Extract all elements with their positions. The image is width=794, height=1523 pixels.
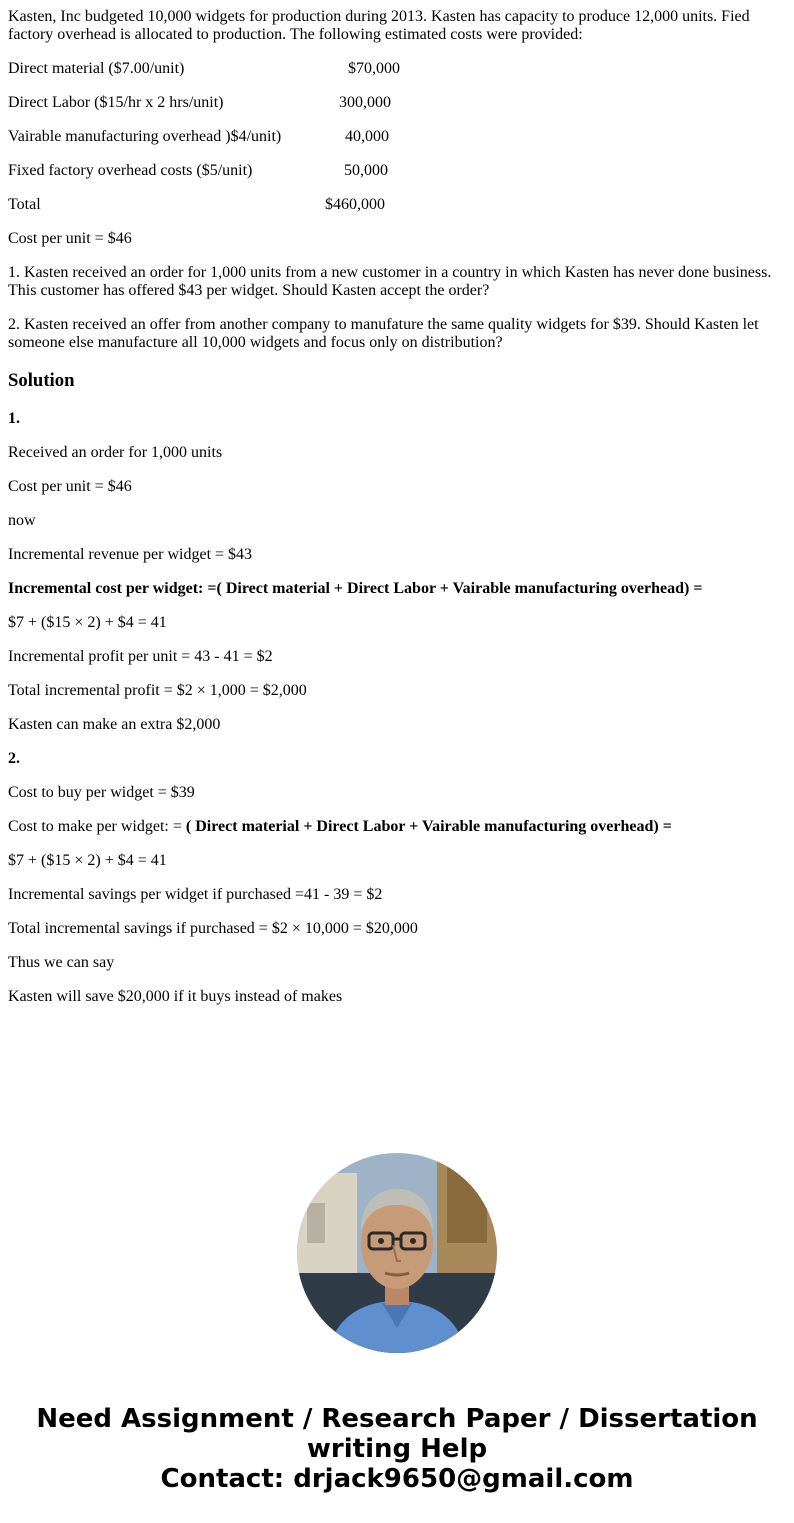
problem-cost-per-unit: Cost per unit = $46 [8, 230, 132, 247]
cost-row-direct-labor [8, 94, 786, 112]
part-1-number: 1. [8, 410, 20, 427]
part-1-profit-per-unit: Incremental profit per unit = 43 - 41 = $2 [8, 648, 273, 665]
question-1: 1. Kasten received an order for 1,000 units from a new customer in a country in which Kasten has never done business. This customer has offered $43 per widget. Should Kasten accept the order? [8, 264, 772, 299]
part-2-conclusion: Kasten will save $20,000 if it buys instead of makes [8, 988, 343, 1005]
cost-row-fixed-overhead [8, 162, 786, 180]
promo-contact: Contact: drjack9650@gmail.com [160, 1464, 634, 1494]
part-1-total-profit: Total incremental profit = $2 × 1,000 = $2,000 [8, 682, 307, 699]
promo-banner [0, 1404, 794, 1494]
part-2-buy-cost: Cost to buy per widget = $39 [8, 784, 195, 801]
cost-row-direct-material [8, 60, 786, 78]
solution-heading: Solution [8, 370, 75, 391]
promo-line-1: Need Assignment / Research Paper / Dissertation [36, 1404, 758, 1434]
make-cost-formula: ( Direct material + Direct Labor + Vairable manufacturing overhead) = [185, 818, 672, 835]
part-2-thus: Thus we can say [8, 954, 115, 971]
cost-amount: 50,000 [344, 162, 388, 179]
part-2-calc: $7 + ($15 × 2) + $4 = 41 [8, 852, 167, 869]
part-1-calc: $7 + ($15 × 2) + $4 = 41 [8, 614, 167, 631]
cost-amount: $70,000 [348, 60, 400, 77]
cost-amount: 40,000 [345, 128, 389, 145]
part-1-now: now [8, 512, 36, 529]
part-1-conclusion: Kasten can make an extra $2,000 [8, 716, 221, 733]
cost-row-total [8, 196, 786, 214]
document-body [8, 8, 786, 1022]
cost-row-variable-overhead [8, 128, 786, 146]
part-2-make-cost [8, 818, 786, 836]
cost-label: Fixed factory overhead costs ($5/unit) [8, 162, 253, 179]
part-1-cost-per-unit: Cost per unit = $46 [8, 478, 132, 495]
problem-intro: Kasten, Inc budgeted 10,000 widgets for production during 2013. Kasten has capacity to produce 12,000 units. Fied factory overhead is allocated to production. The following estimated costs were provided: [8, 8, 750, 43]
part-2-savings-per-widget: Incremental savings per widget if purchased =41 - 39 = $2 [8, 886, 383, 903]
cost-label: Vairable manufacturing overhead )$4/unit) [8, 128, 282, 145]
cost-label: Direct Labor ($15/hr x 2 hrs/unit) [8, 94, 224, 111]
part-2-number: 2. [8, 750, 20, 767]
cost-label: Direct material ($7.00/unit) [8, 60, 185, 77]
cost-amount: $460,000 [325, 196, 385, 213]
part-2-total-savings: Total incremental savings if purchased = $2 × 10,000 = $20,000 [8, 920, 418, 937]
question-2: 2. Kasten received an offer from another company to manufature the same quality widgets for $39. Should Kasten let someone else manufacture all 10,000 widgets and focus only on distribution? [8, 316, 759, 351]
part-1-revenue: Incremental revenue per widget = $43 [8, 546, 253, 563]
make-cost-prefix: Cost to make per widget: = [8, 818, 186, 835]
promo-line-2: writing Help [306, 1434, 488, 1464]
cost-amount: 300,000 [339, 94, 391, 111]
tutor-portrait-image [297, 1153, 497, 1353]
cost-label: Total [8, 196, 41, 213]
part-1-cost-formula: Incremental cost per widget: =( Direct material + Direct Labor + Vairable manufacturing overhead) = [8, 580, 703, 597]
part-1-order: Received an order for 1,000 units [8, 444, 223, 461]
tutor-photo [297, 1153, 497, 1353]
